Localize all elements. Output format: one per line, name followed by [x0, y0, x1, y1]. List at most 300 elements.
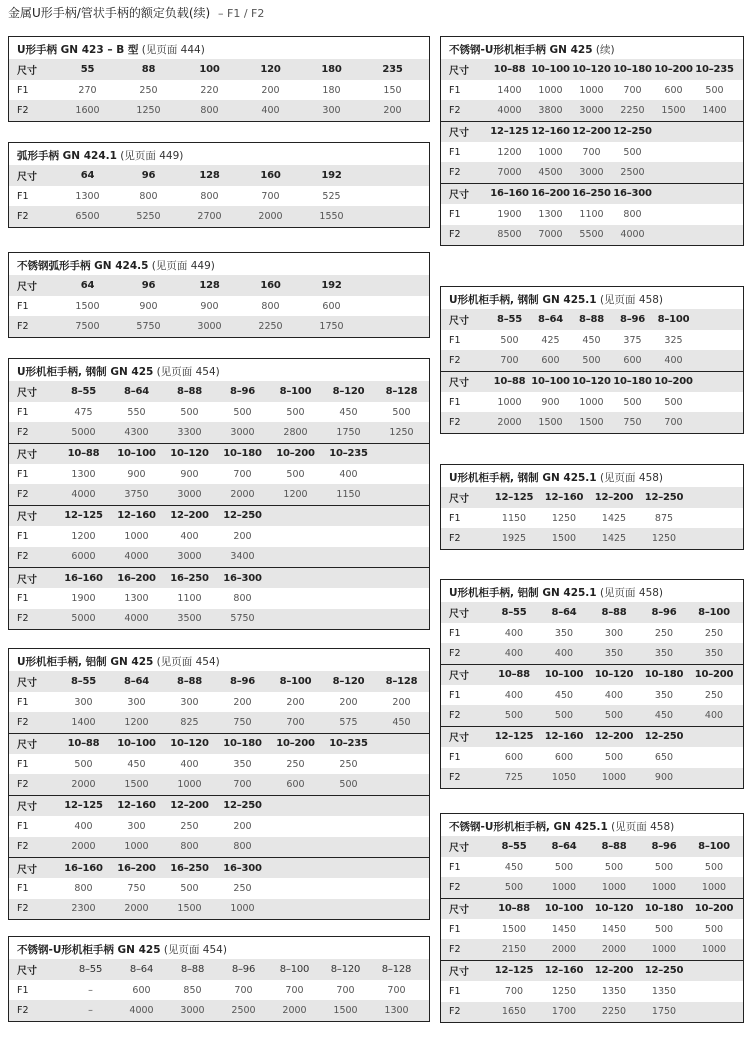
row-label: 尺寸	[17, 965, 37, 977]
table-page-ref: (见页面 454)	[156, 366, 220, 378]
load-cell: 500	[504, 882, 524, 894]
load-cell: 300	[127, 820, 146, 832]
f1-row	[441, 80, 743, 101]
size-cell: 12–125	[494, 491, 534, 503]
f1-row	[9, 296, 429, 317]
load-cell: 250	[233, 882, 252, 894]
f1-row	[441, 508, 743, 529]
table-page-ref: (见页面 454)	[163, 944, 227, 956]
load-cell: 600	[623, 355, 642, 367]
load-cell: 300	[604, 627, 624, 639]
load-cell: 400	[554, 648, 574, 660]
size-cell: 8–96	[619, 313, 646, 325]
row-label: F2	[17, 427, 29, 439]
load-cell: 2000	[230, 489, 255, 501]
row-label: F2	[17, 717, 29, 729]
row-label: F2	[17, 779, 29, 791]
size-cell: 12–160	[117, 510, 156, 522]
size-cell: 10–180	[644, 903, 684, 915]
table-page-ref: (见页面 449)	[151, 260, 215, 272]
size-cell: 10–200	[276, 738, 315, 750]
load-cell: 800	[200, 105, 219, 117]
size-row	[441, 960, 743, 981]
load-cell: 250	[180, 820, 199, 832]
size-cell: 55	[80, 63, 95, 75]
load-cell: 7000	[497, 167, 522, 179]
load-cell: 4000	[71, 489, 96, 501]
row-label: 尺寸	[449, 608, 469, 620]
size-cell: 8–88	[176, 385, 203, 397]
load-cell: 700	[285, 984, 304, 996]
load-cell: 500	[339, 779, 358, 791]
load-cell: 2300	[71, 903, 96, 915]
row-label: F2	[449, 229, 461, 241]
row-label: 尺寸	[449, 842, 469, 854]
load-cell: 900	[139, 300, 158, 312]
load-cell: 1450	[551, 923, 577, 935]
load-cell: 500	[705, 84, 724, 96]
load-cell: 900	[541, 396, 560, 408]
load-cell: 6000	[71, 551, 96, 563]
table-page-ref: (见页面 449)	[120, 150, 184, 162]
load-cell: 1000	[551, 882, 577, 894]
load-cell: 250	[286, 758, 305, 770]
size-cell: 8–96	[651, 606, 677, 618]
size-cell: 128	[199, 169, 220, 181]
size-cell: 16–160	[64, 862, 103, 874]
size-cell: 64	[80, 279, 95, 291]
f2-row	[9, 547, 429, 568]
f2-row	[9, 1000, 429, 1021]
size-cell: 10–120	[170, 738, 209, 750]
size-cell: 64	[80, 169, 95, 181]
row-label: 尺寸	[449, 905, 469, 917]
size-cell: 8–64	[129, 963, 154, 975]
row-label: F1	[17, 592, 29, 604]
load-cell: 400	[664, 355, 683, 367]
row-label: F1	[17, 984, 29, 996]
size-cell: 12–160	[544, 965, 584, 977]
size-cell: 12–250	[613, 126, 652, 138]
load-cell: 200	[233, 530, 252, 542]
load-cell: 500	[604, 861, 624, 873]
size-row	[441, 602, 743, 623]
load-cell: 3500	[177, 613, 202, 625]
size-row	[441, 309, 743, 330]
row-label: 尺寸	[449, 65, 469, 77]
load-cell: 450	[554, 689, 574, 701]
row-label: F1	[449, 861, 461, 873]
load-cell: 1000	[579, 84, 604, 96]
size-cell: 8–88	[601, 840, 627, 852]
load-cell: 1300	[538, 208, 563, 220]
load-cell: 200	[233, 696, 252, 708]
size-cell: 128	[199, 279, 220, 291]
row-label: 尺寸	[17, 864, 37, 876]
load-cell: 400	[74, 820, 93, 832]
table-title-text: U形机柜手柄, 钢制 GN 425	[17, 366, 154, 378]
row-label: F2	[449, 417, 461, 429]
load-cell: 200	[339, 696, 358, 708]
row-label: F2	[449, 533, 461, 545]
size-cell: 10–120	[572, 376, 611, 388]
size-cell: 16–160	[64, 572, 103, 584]
page-title-sub: – F1 / F2	[218, 7, 265, 20]
load-cell: 2250	[601, 1006, 627, 1018]
load-cell: 875	[654, 512, 674, 524]
table-title	[9, 649, 429, 671]
row-label: 尺寸	[449, 378, 469, 390]
table-title-text: 弧形手柄 GN 424.1	[17, 150, 117, 162]
page-title	[8, 4, 264, 21]
load-cell: 900	[180, 468, 199, 480]
size-cell: 8–100	[698, 840, 730, 852]
f2-row	[441, 350, 743, 371]
f2-row	[441, 643, 743, 664]
row-label: F1	[449, 334, 461, 346]
size-row	[9, 733, 429, 754]
load-cell: 250	[704, 689, 724, 701]
load-cell: 1500	[75, 300, 100, 312]
load-cell: 150	[383, 84, 402, 96]
load-cell: 6500	[75, 211, 100, 223]
f1-row	[9, 878, 429, 899]
load-cell: 2000	[551, 944, 577, 956]
load-cell: 500	[180, 882, 199, 894]
size-row	[9, 275, 429, 296]
load-cell: 700	[233, 468, 252, 480]
load-cell: 1700	[551, 1006, 577, 1018]
size-cell: 16–200	[117, 862, 156, 874]
row-label: 尺寸	[449, 315, 469, 327]
size-cell: 12–200	[594, 965, 634, 977]
size-cell: 8–120	[330, 963, 361, 975]
load-cell: 400	[504, 689, 524, 701]
table-title	[9, 937, 429, 959]
load-cell: 400	[504, 648, 524, 660]
load-cell: 1000	[651, 944, 677, 956]
load-cell: 1500	[177, 903, 202, 915]
load-cell: 450	[654, 710, 674, 722]
load-cell: 500	[500, 334, 519, 346]
row-label: F2	[449, 772, 461, 784]
load-cell: 425	[541, 334, 560, 346]
size-cell: 12–125	[494, 731, 534, 743]
size-cell: 8–88	[176, 675, 203, 687]
load-cell: 4000	[129, 1005, 154, 1017]
row-label: 尺寸	[449, 493, 469, 505]
load-cell: 500	[180, 406, 199, 418]
load-cell: 5750	[230, 613, 255, 625]
size-cell: 8–120	[332, 385, 365, 397]
f2-row	[441, 939, 743, 960]
row-label: 尺寸	[449, 733, 469, 745]
size-row	[441, 59, 743, 80]
row-label: F1	[17, 820, 29, 832]
load-cell: 1150	[336, 489, 361, 501]
load-cell: 800	[74, 882, 93, 894]
load-cell: 1450	[601, 923, 627, 935]
load-cell: 1000	[601, 882, 627, 894]
row-label: 尺寸	[17, 65, 37, 77]
f2-row	[9, 422, 429, 443]
load-cell: 1250	[551, 512, 577, 524]
load-cell: 750	[233, 717, 252, 729]
load-cell: 3300	[177, 427, 202, 439]
load-cell: 1250	[389, 427, 414, 439]
load-cell: 270	[78, 84, 97, 96]
size-cell: 8–55	[70, 675, 97, 687]
row-label: F1	[17, 882, 29, 894]
f2-row	[441, 528, 743, 549]
load-cell: 1500	[538, 417, 563, 429]
size-row	[9, 795, 429, 816]
table-title	[441, 465, 743, 487]
load-cell: 825	[180, 717, 199, 729]
size-row	[9, 165, 429, 186]
row-label: 尺寸	[17, 450, 37, 462]
size-cell: 10–100	[531, 63, 570, 75]
size-cell: 8–96	[231, 963, 256, 975]
load-cell: 450	[127, 758, 146, 770]
load-cell: 500	[74, 758, 93, 770]
load-cell: 2800	[283, 427, 308, 439]
spec-table	[8, 358, 430, 630]
load-cell: 700	[286, 717, 305, 729]
size-cell: 12–200	[594, 731, 634, 743]
size-cell: 8–128	[385, 675, 418, 687]
load-cell: 1300	[384, 1005, 409, 1017]
row-label: F1	[449, 208, 461, 220]
load-cell: 300	[180, 696, 199, 708]
size-cell: 10–180	[613, 63, 652, 75]
load-cell: 700	[664, 417, 683, 429]
load-cell: 200	[233, 820, 252, 832]
load-cell: 800	[233, 841, 252, 853]
load-cell: 400	[504, 627, 524, 639]
load-cell: 700	[623, 84, 642, 96]
size-row	[9, 959, 429, 980]
table-title	[441, 287, 743, 309]
load-cell: 2000	[282, 1005, 307, 1017]
table-title	[9, 37, 429, 59]
row-label: 尺寸	[17, 802, 37, 814]
load-cell: 550	[127, 406, 146, 418]
load-cell: 1000	[177, 779, 202, 791]
load-cell: 1500	[579, 417, 604, 429]
size-cell: 10–100	[117, 448, 156, 460]
load-cell: 1000	[601, 772, 627, 784]
row-label: 尺寸	[17, 677, 37, 689]
load-cell: 400	[261, 105, 280, 117]
table-title	[441, 580, 743, 602]
size-cell: 10–88	[67, 738, 100, 750]
size-cell: 10–88	[67, 448, 100, 460]
size-row	[9, 505, 429, 526]
load-cell: 700	[582, 146, 601, 158]
size-cell: 16–250	[170, 862, 209, 874]
size-row	[9, 381, 429, 402]
row-label: F1	[449, 84, 461, 96]
load-cell: 1425	[601, 512, 627, 524]
f1-row	[9, 588, 429, 609]
size-cell: 12–160	[544, 491, 584, 503]
load-cell: 3000	[579, 105, 604, 117]
load-cell: 400	[704, 710, 724, 722]
load-cell: 600	[132, 984, 151, 996]
load-cell: 500	[286, 468, 305, 480]
size-cell: 8–88	[578, 313, 605, 325]
f1-row	[441, 685, 743, 706]
size-cell: 8–55	[496, 313, 523, 325]
load-cell: 4500	[538, 167, 563, 179]
load-cell: 500	[392, 406, 411, 418]
load-cell: 4000	[124, 551, 149, 563]
size-cell: 192	[321, 279, 342, 291]
load-cell: 500	[704, 923, 724, 935]
size-cell: 12–200	[594, 491, 634, 503]
load-cell: 1000	[124, 530, 149, 542]
load-cell: 500	[623, 396, 642, 408]
row-label: F2	[17, 841, 29, 853]
load-cell: 1600	[75, 105, 100, 117]
size-cell: 10–200	[276, 448, 315, 460]
size-cell: 10–120	[594, 903, 634, 915]
load-cell: 4000	[124, 613, 149, 625]
row-label: 尺寸	[17, 387, 37, 399]
size-cell: 160	[260, 169, 281, 181]
load-cell: 900	[200, 300, 219, 312]
table-title	[9, 143, 429, 165]
size-cell: 8–128	[385, 385, 418, 397]
f1-row	[9, 816, 429, 837]
row-label: F2	[17, 903, 29, 915]
load-cell: 1300	[71, 468, 96, 480]
load-cell: 2700	[197, 211, 222, 223]
size-cell: 10–180	[644, 669, 684, 681]
table-page-ref: (见页面 454)	[156, 656, 220, 668]
row-label: F1	[449, 396, 461, 408]
size-cell: 8–64	[551, 606, 577, 618]
load-cell: 1425	[601, 533, 627, 545]
f2-row	[9, 899, 429, 920]
load-cell: 500	[604, 751, 624, 763]
load-cell: 850	[183, 984, 202, 996]
row-label: 尺寸	[449, 671, 469, 683]
load-cell: 1000	[651, 882, 677, 894]
load-cell: 700	[336, 984, 355, 996]
load-cell: 7500	[75, 321, 100, 333]
row-label: F1	[449, 751, 461, 763]
table-title-text: U形机柜手柄, 铝制 GN 425	[17, 656, 154, 668]
size-cell: 8–96	[651, 840, 677, 852]
size-row	[9, 857, 429, 878]
size-cell: 12–125	[490, 126, 529, 138]
f2-row	[441, 100, 743, 121]
size-cell: 12–160	[117, 800, 156, 812]
load-cell: 1750	[336, 427, 361, 439]
row-label: F2	[449, 355, 461, 367]
table-title-text: U形手柄 GN 423 – B 型	[17, 44, 139, 56]
row-label: F2	[17, 211, 29, 223]
load-cell: 400	[180, 530, 199, 542]
f1-row	[9, 80, 429, 101]
load-cell: 500	[654, 923, 674, 935]
size-cell: 96	[141, 279, 156, 291]
load-cell: 7000	[538, 229, 563, 241]
spec-table	[440, 813, 744, 1023]
row-label: F2	[17, 321, 29, 333]
load-cell: 250	[339, 758, 358, 770]
row-label: 尺寸	[17, 171, 37, 183]
load-cell: 1750	[651, 1006, 677, 1018]
load-cell: 5000	[71, 427, 96, 439]
spec-table	[440, 36, 744, 246]
row-label: F1	[17, 696, 29, 708]
row-label: F1	[449, 985, 461, 997]
load-cell: 1500	[551, 533, 577, 545]
f1-row	[9, 464, 429, 485]
size-cell: 12–125	[64, 510, 103, 522]
size-cell: 10–200	[654, 63, 693, 75]
size-cell: 12–160	[531, 126, 570, 138]
load-cell: 800	[261, 300, 280, 312]
load-cell: 600	[504, 751, 524, 763]
load-cell: 2150	[501, 944, 527, 956]
size-cell: 8–120	[332, 675, 365, 687]
load-cell: 1000	[230, 903, 255, 915]
load-cell: 1050	[551, 772, 577, 784]
f1-row	[9, 526, 429, 547]
load-cell: 250	[654, 627, 674, 639]
size-cell: 235	[382, 63, 403, 75]
load-cell: 1300	[75, 190, 100, 202]
row-label: 尺寸	[17, 574, 37, 586]
load-cell: 1200	[124, 717, 149, 729]
load-cell: 4000	[497, 105, 522, 117]
load-cell: 1250	[651, 533, 677, 545]
size-cell: 12–200	[572, 126, 611, 138]
load-cell: 1150	[501, 512, 527, 524]
f2-row	[9, 100, 429, 121]
size-cell: 8–128	[381, 963, 412, 975]
load-cell: 5250	[136, 211, 161, 223]
size-cell: 8–55	[501, 840, 527, 852]
f1-row	[441, 330, 743, 351]
f2-row	[9, 837, 429, 858]
size-cell: 12–250	[644, 731, 684, 743]
f1-row	[9, 980, 429, 1001]
size-cell: 12–200	[170, 510, 209, 522]
load-cell: 325	[664, 334, 683, 346]
load-cell: 800	[623, 208, 642, 220]
load-cell: –	[88, 1005, 93, 1017]
size-cell: 16–300	[613, 188, 652, 200]
load-cell: 1200	[497, 146, 522, 158]
size-cell: 16–300	[223, 862, 262, 874]
row-label: F1	[17, 190, 29, 202]
load-cell: 350	[704, 648, 724, 660]
load-cell: 2000	[71, 841, 96, 853]
load-cell: 1900	[71, 592, 96, 604]
load-cell: 1750	[319, 321, 344, 333]
load-cell: 1350	[601, 985, 627, 997]
load-cell: 220	[200, 84, 219, 96]
load-cell: 3000	[180, 1005, 205, 1017]
load-cell: 800	[180, 841, 199, 853]
load-cell: 650	[654, 751, 674, 763]
size-cell: 10–88	[493, 63, 526, 75]
